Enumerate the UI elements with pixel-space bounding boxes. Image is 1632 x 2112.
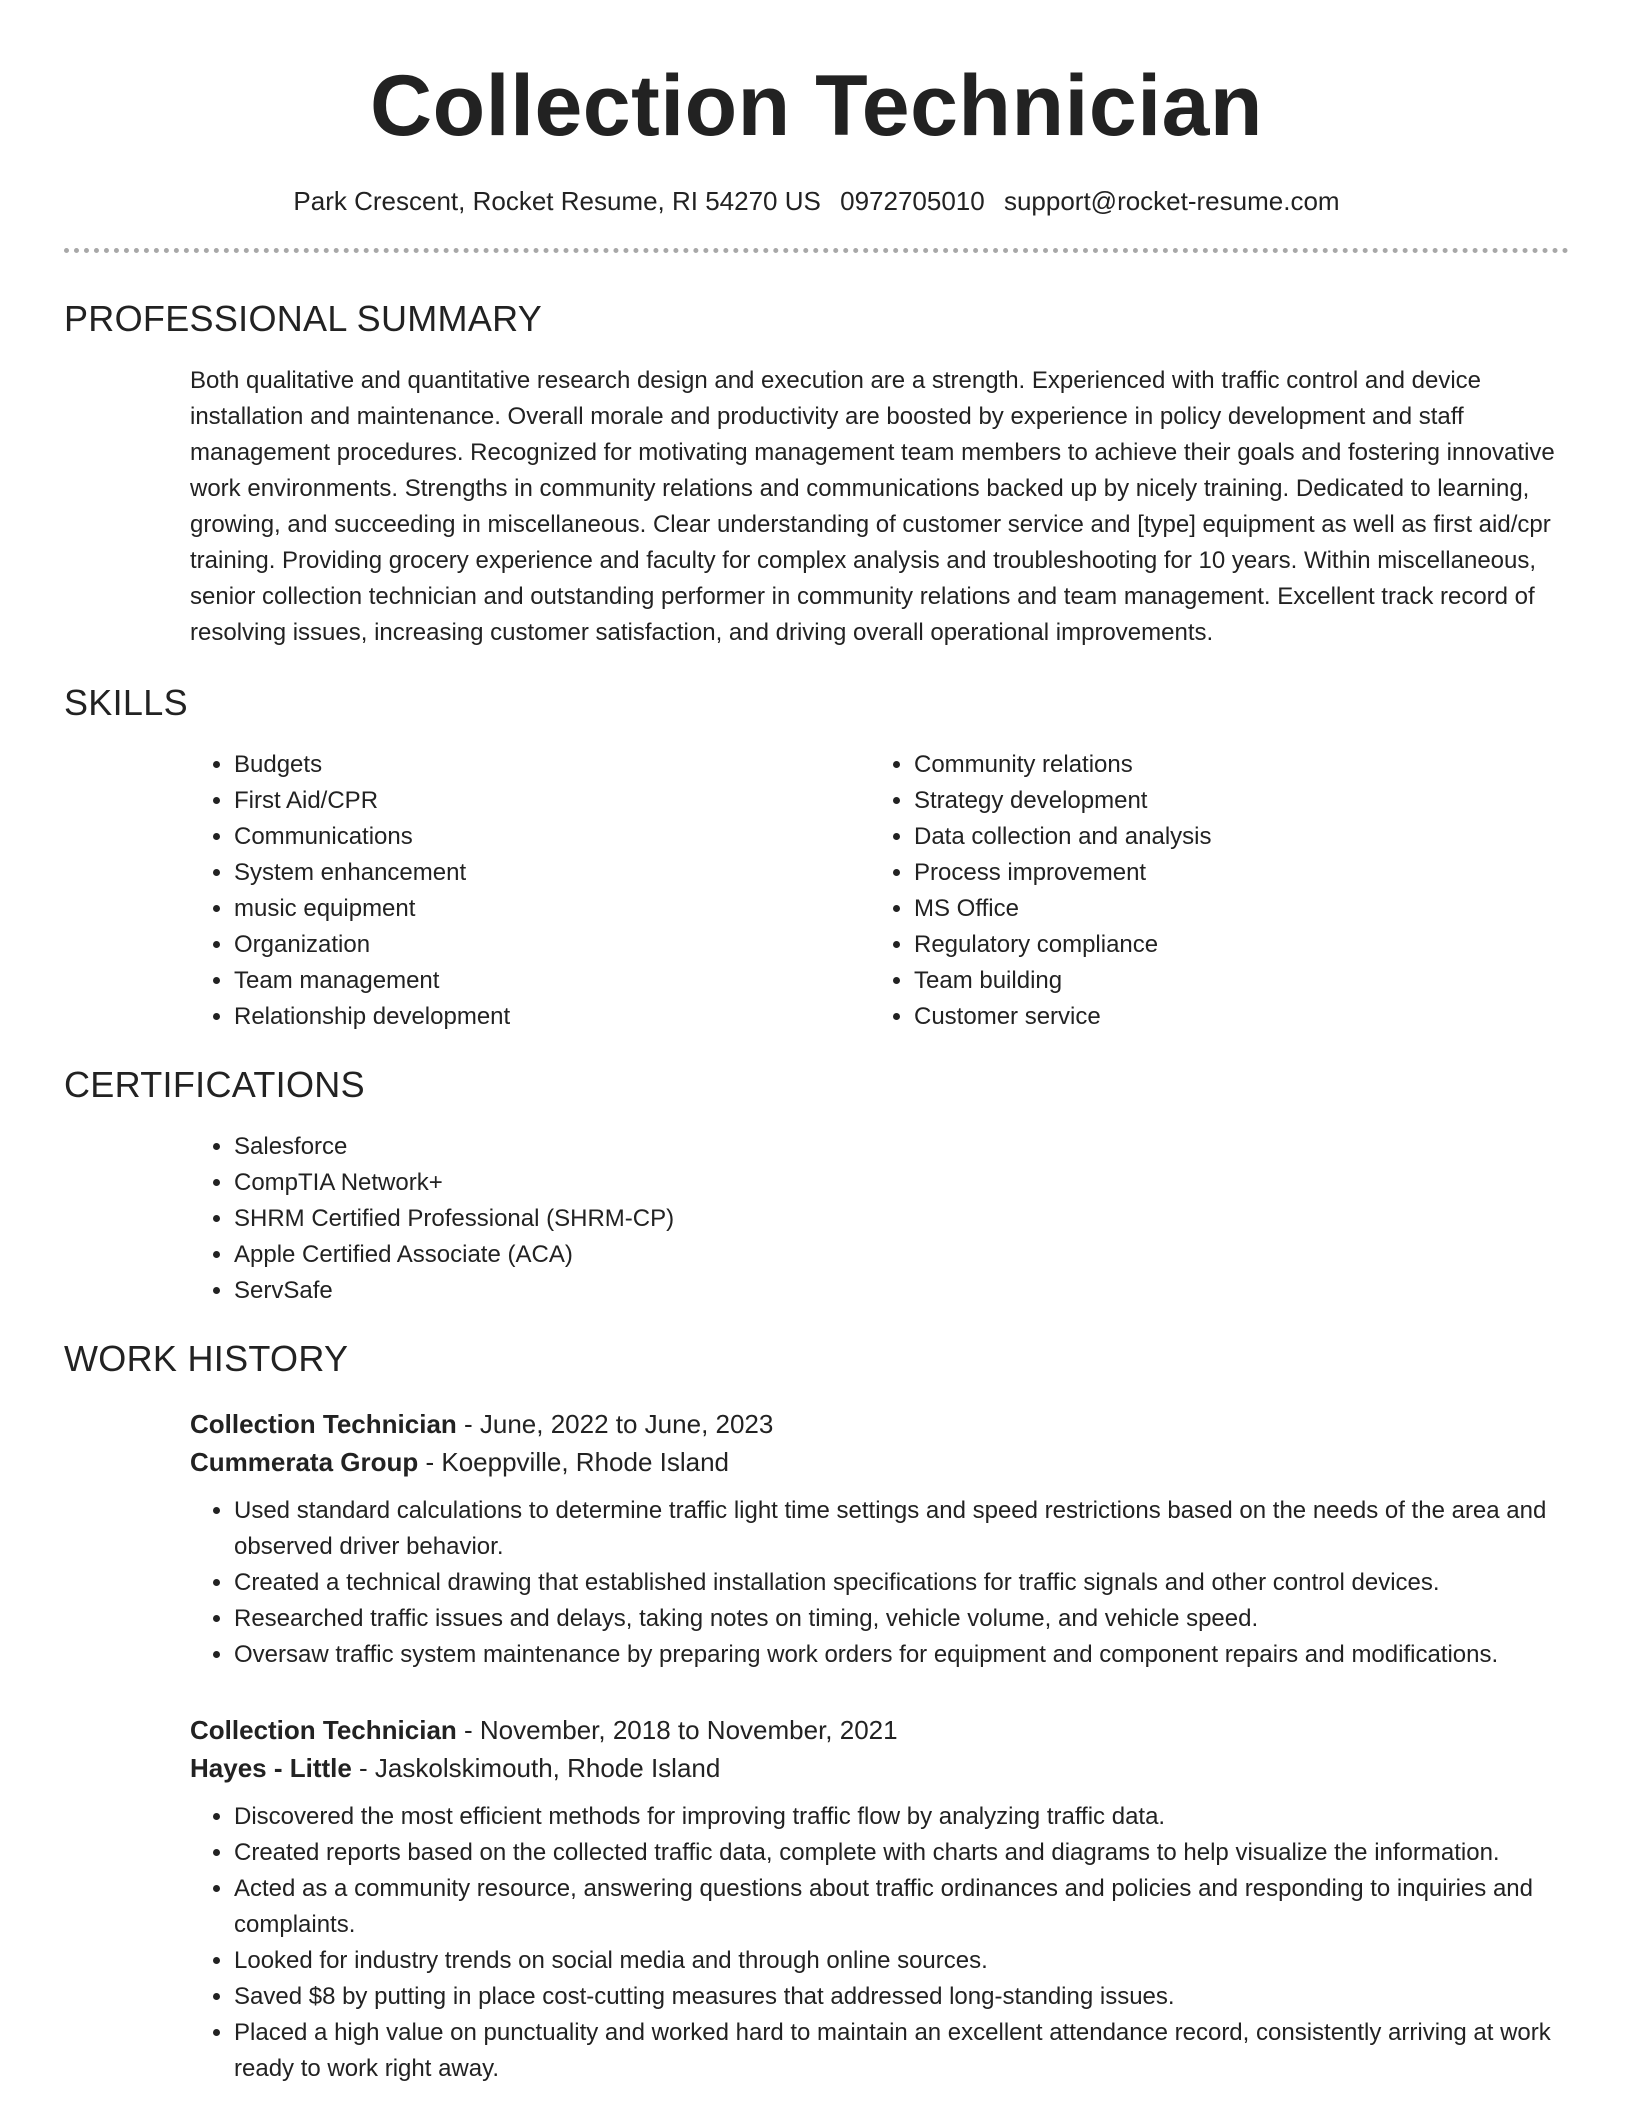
skill-item: • Community relations xyxy=(914,747,1550,783)
job-dates: - November, 2018 to November, 2021 xyxy=(456,1715,898,1745)
skill-item: • Data collection and analysis xyxy=(914,819,1550,855)
skill-item: • MS Office xyxy=(914,891,1550,927)
header-divider xyxy=(64,248,1569,253)
skills-heading: SKILLS xyxy=(64,682,188,723)
skill-item: • Process improvement xyxy=(914,855,1550,891)
certification-item: • CompTIA Network+ xyxy=(234,1165,1569,1201)
skill-item: • Customer service xyxy=(914,999,1550,1035)
skill-item: • First Aid/CPR xyxy=(234,783,870,819)
job-duty-item: • Looked for industry trends on social media and through online sources. xyxy=(234,1943,1569,1979)
skill-item: • Team building xyxy=(914,963,1550,999)
work-history-section xyxy=(64,1337,1569,2087)
job-entry xyxy=(190,1405,1569,1673)
job-company: Cummerata Group xyxy=(190,1447,419,1477)
skills-section xyxy=(64,681,1569,1035)
job-duty-item: • Acted as a community resource, answering questions about traffic ordinances and policies and responding to inquiries and complaints. xyxy=(234,1871,1569,1943)
skill-item: • Regulatory compliance xyxy=(914,927,1550,963)
summary-heading: PROFESSIONAL SUMMARY xyxy=(64,298,543,339)
certifications-list xyxy=(190,1129,1569,1309)
skills-column-right xyxy=(870,747,1550,1035)
job-duty-item: • Created reports based on the collected traffic data, complete with charts and diagrams to help visualize the information. xyxy=(234,1835,1569,1871)
job-duty-item: • Created a technical drawing that established installation specifications for traffic signals and other control devices. xyxy=(234,1565,1569,1601)
job-location: - Koeppville, Rhode Island xyxy=(418,1447,730,1477)
resume-name: Collection Technician xyxy=(370,58,1263,154)
skills-grid xyxy=(190,747,1569,1035)
contact-phone: 0972705010 xyxy=(840,186,985,216)
job-company: Hayes - Little xyxy=(190,1753,352,1783)
job-duties xyxy=(190,1493,1569,1673)
certification-item: • SHRM Certified Professional (SHRM-CP) xyxy=(234,1201,1569,1237)
job-role: Collection Technician xyxy=(190,1715,457,1745)
job-role: Collection Technician xyxy=(190,1409,457,1439)
job-company-line xyxy=(190,1749,1569,1787)
skill-item: • Communications xyxy=(234,819,870,855)
skill-item: • Organization xyxy=(234,927,870,963)
summary-section xyxy=(64,297,1569,651)
skill-item: • Strategy development xyxy=(914,783,1550,819)
summary-text: Both qualitative and quantitative research design and execution are a strength. Experienced with traffic control and device installation and maintenance. Overall morale and productivity are boosted by experience in policy development and staff management procedures. Recognized for motivating management team members to achieve their goals and fostering innovative work environments. Strengths in community relations and communications backed up by nicely training. Dedicated to learning, growing, and succeeding in miscellaneous. Clear understanding of customer service and [type] equipment as well as first aid/cpr training. Providing grocery experience and faculty for complex analysis and troubleshooting for 10 years. Within miscellaneous, senior collection technician and outstanding performer in community relations and team management. Excellent track record of resolving issues, increasing customer satisfaction, and driving overall operational improvements. xyxy=(190,367,1555,646)
job-dates: - June, 2022 to June, 2023 xyxy=(456,1409,774,1439)
job-duty-item: • Placed a high value on punctuality and worked hard to maintain an excellent attendance record, consistently arriving at work ready to work right away. xyxy=(234,2015,1569,2087)
certification-item: • Apple Certified Associate (ACA) xyxy=(234,1237,1569,1273)
skill-item: • Team management xyxy=(234,963,870,999)
skill-item: • Budgets xyxy=(234,747,870,783)
job-company-line xyxy=(190,1443,1569,1481)
contact-line xyxy=(64,184,1569,218)
skills-column-left xyxy=(190,747,870,1035)
skill-item: • music equipment xyxy=(234,891,870,927)
job-duty-item: • Discovered the most efficient methods for improving traffic flow by analyzing traffic data. xyxy=(234,1799,1569,1835)
skill-item: • System enhancement xyxy=(234,855,870,891)
certification-item: • ServSafe xyxy=(234,1273,1569,1309)
job-title-line xyxy=(190,1711,1569,1749)
contact-address: Park Crescent, Rocket Resume, RI 54270 US xyxy=(293,186,821,216)
work-history-heading: WORK HISTORY xyxy=(64,1338,349,1379)
job-duty-item: • Oversaw traffic system maintenance by preparing work orders for equipment and component repairs and modifications. xyxy=(234,1637,1569,1673)
job-duty-item: • Saved $8 by putting in place cost-cutting measures that addressed long-standing issues. xyxy=(234,1979,1569,2015)
job-title-line xyxy=(190,1405,1569,1443)
certification-item: • Salesforce xyxy=(234,1129,1569,1165)
contact-email: support@rocket-resume.com xyxy=(1003,186,1340,216)
certifications-section xyxy=(64,1063,1569,1309)
job-entry xyxy=(190,1711,1569,2087)
skill-item: • Relationship development xyxy=(234,999,870,1035)
certifications-heading: CERTIFICATIONS xyxy=(64,1064,365,1105)
job-duty-item: • Used standard calculations to determine traffic light time settings and speed restrictions based on the needs of the area and observed driver behavior. xyxy=(234,1493,1569,1565)
job-duty-item: • Researched traffic issues and delays, taking notes on timing, vehicle volume, and vehicle speed. xyxy=(234,1601,1569,1637)
job-duties xyxy=(190,1799,1569,2087)
job-location: - Jaskolskimouth, Rhode Island xyxy=(351,1753,721,1783)
